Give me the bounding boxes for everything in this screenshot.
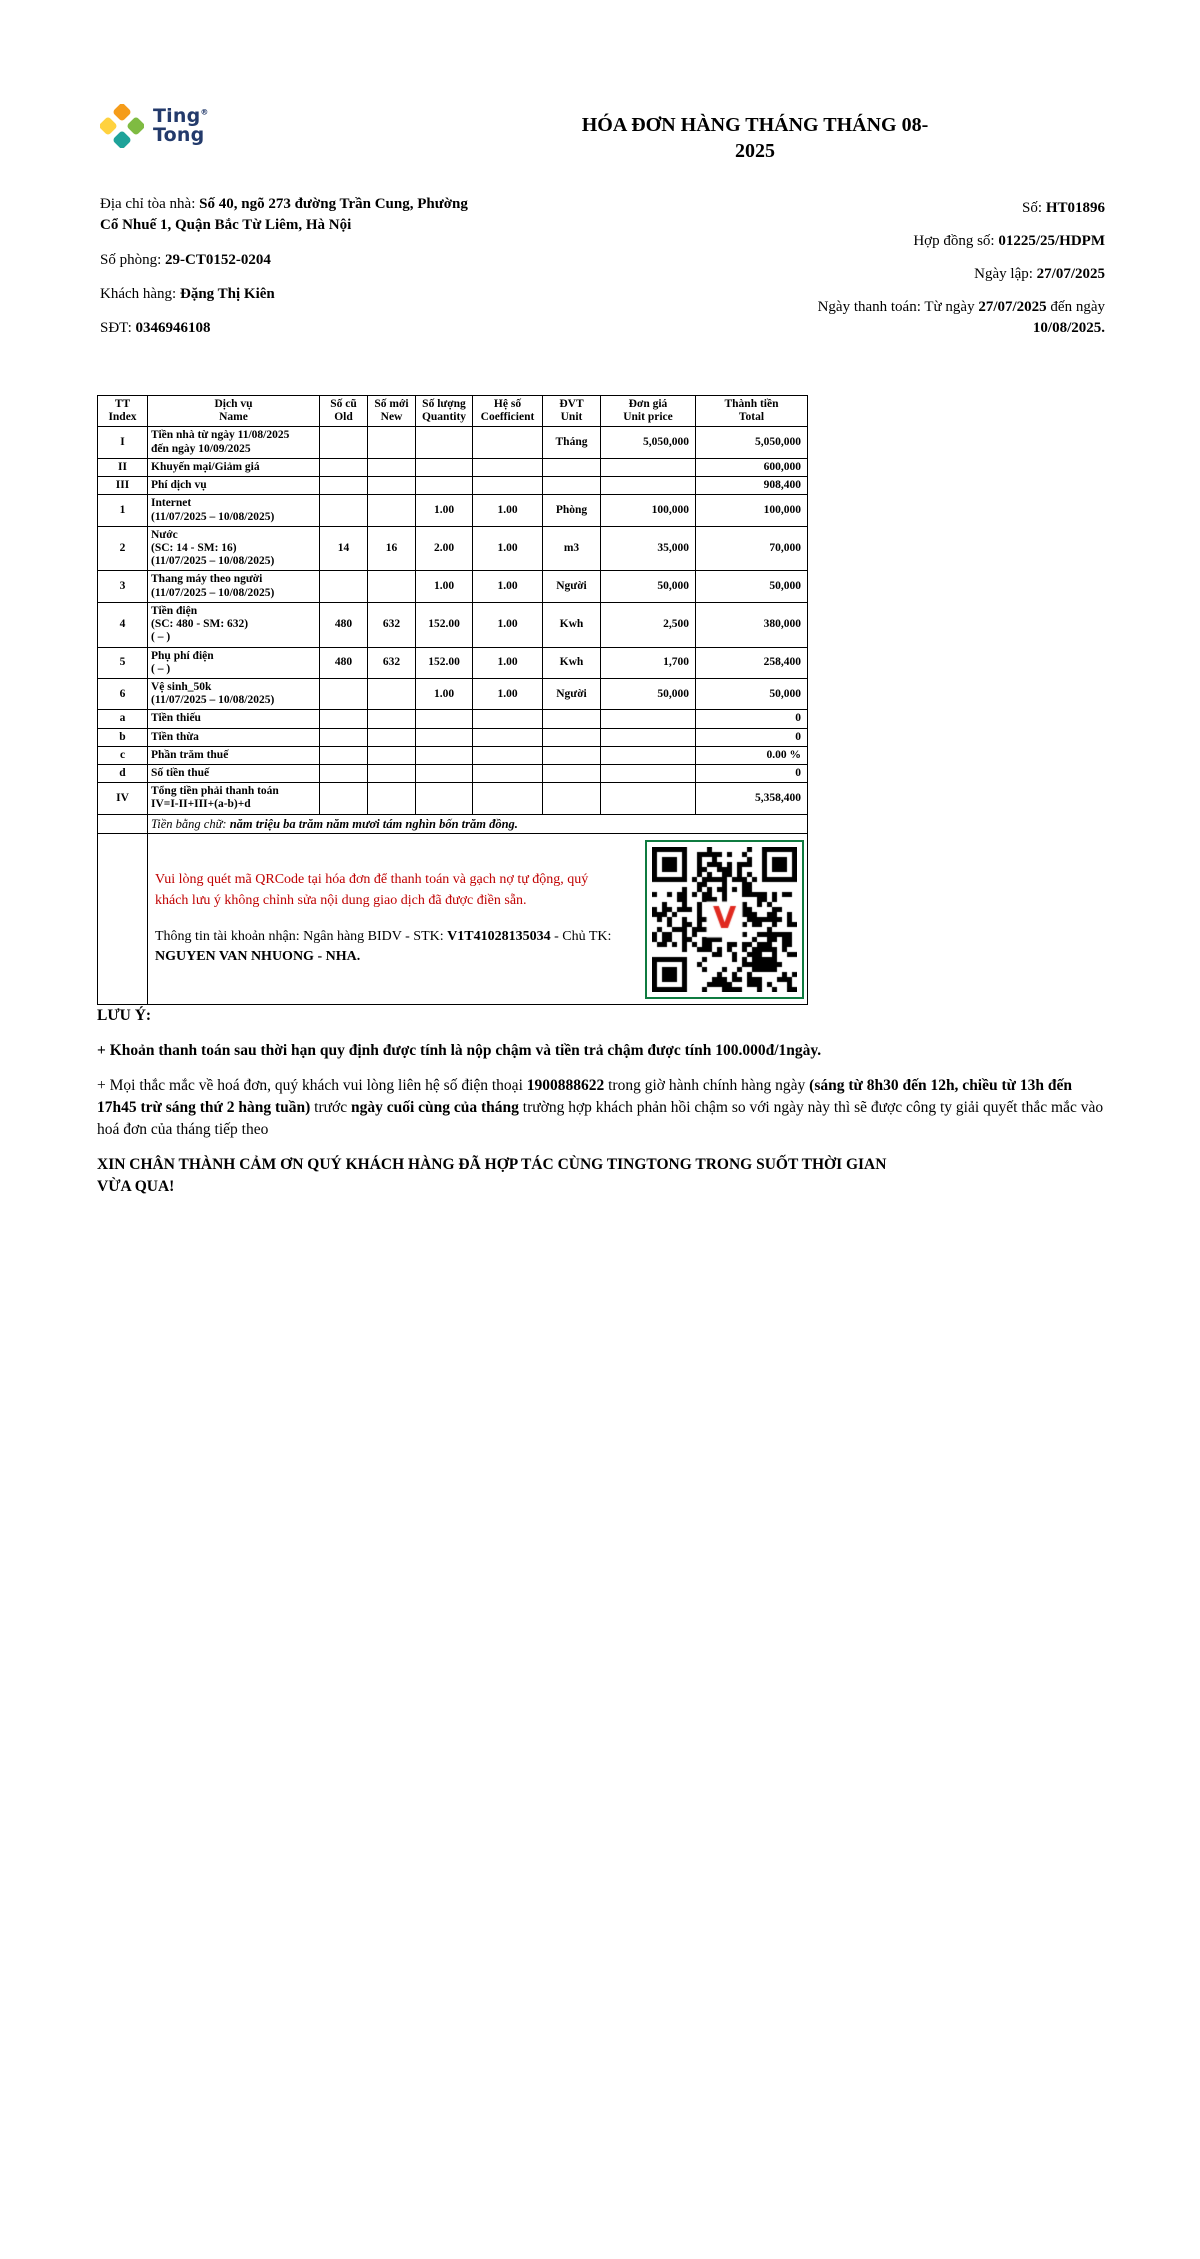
cell-unit_price: 5,050,000 [601,427,696,458]
cell-index: b [98,728,148,746]
table-row-b [98,728,808,746]
cell-old [320,427,368,458]
service-name: Tiền thừa [148,728,320,746]
service-name: Số tiền thuế [148,765,320,783]
cell-old [320,458,368,476]
cell-coefficient: 1.00 [473,495,543,526]
cell-unit: m3 [543,526,601,571]
service-name: Tổng tiền phải thanh toán IV=I-II+III+(a-b)+d [148,783,320,814]
cell-unit_price: 50,000 [601,678,696,709]
cell-total: 50,000 [696,571,808,602]
invoice-title: HÓA ĐƠN HÀNG THÁNG THÁNG 08- 2025 [581,114,929,162]
cell-old [320,477,368,495]
cell-coefficient: 1.00 [473,647,543,678]
table-row-II [98,458,808,476]
cell-unit_price [601,783,696,814]
cell-coefficient [473,458,543,476]
hotline-note: + Mọi thắc mắc về hoá đơn, quý khách vui lòng liên hệ số điện thoại 1900888622 trong giờ hành chính hàng ngày (sáng từ 8h30 đến 12h, chiều từ 13h đến 17h45 trừ sáng thứ 2 hàng tuần) trước ngày cuối cùng của tháng trường hợp khách phản hồi chậm so với ngày này thì sẽ được công ty giải quyết thắc mắc vào hoá đơn của tháng tiếp theo [97,1077,1104,1138]
cell-old [320,783,368,814]
cell-unit: Người [543,571,601,602]
cell-index: 3 [98,571,148,602]
footer-notes [97,1005,1109,1211]
table-row-6 [98,678,808,709]
cell-index: 4 [98,602,148,647]
cell-total: 100,000 [696,495,808,526]
cell-total: 258,400 [696,647,808,678]
customer-phone: SĐT: 0346946108 [100,320,211,337]
cell-quantity [416,746,473,764]
column-header-old: Số cũ Old [320,396,368,427]
table-row-a [98,710,808,728]
cell-quantity [416,765,473,783]
column-header-new: Số mới New [368,396,416,427]
cell-new [368,765,416,783]
cell-unit [543,765,601,783]
cell-coefficient [473,427,543,458]
issue-date: Ngày lập: 27/07/2025 [974,266,1105,282]
cell-total: 908,400 [696,477,808,495]
payment-period: Ngày thanh toán: Từ ngày 27/07/2025 đến ngày 10/08/2025. [817,299,1105,336]
cell-unit [543,783,601,814]
cell-new [368,728,416,746]
column-header-quantity: Số lượng Quantity [416,396,473,427]
table-row-I [98,427,808,458]
cell-index: d [98,765,148,783]
table-row-d [98,765,808,783]
cell-coefficient [473,477,543,495]
service-name: Thang máy theo người (11/07/2025 – 10/08/2025) [148,571,320,602]
cell-unit: Kwh [543,602,601,647]
table-row-4 [98,602,808,647]
cell-new [368,495,416,526]
cell-new: 16 [368,526,416,571]
cell-total: 0 [696,710,808,728]
cell-new [368,710,416,728]
cell-index: c [98,746,148,764]
table-row-1 [98,495,808,526]
cell-quantity [416,783,473,814]
cell-unit: Người [543,678,601,709]
late-payment-note: + Khoản thanh toán sau thời hạn quy định được tính là nộp chậm và tiền trả chậm được tính 100.000đ/1ngày. [97,1042,822,1059]
cell-old [320,746,368,764]
contract-number: Hợp đồng số: 01225/25/HDPM [913,233,1105,249]
column-header-coefficient: Hệ số Coefficient [473,396,543,427]
cell-coefficient [473,728,543,746]
table-row-3 [98,571,808,602]
cell-total: 5,050,000 [696,427,808,458]
invoice-table [97,395,808,1005]
service-name: Tiền điện (SC: 480 - SM: 632) ( – ) [148,602,320,647]
qr-warning-note: Vui lòng quét mã QRCode tại hóa đơn để thanh toán và gạch nợ tự động, quý khách lưu ý không chỉnh sửa nội dung giao dịch đã được điền sẵn. [155,872,589,908]
payment-qr-code [645,840,804,999]
qr-payment-row [98,834,808,1005]
cell-quantity: 152.00 [416,647,473,678]
cell-unit [543,477,601,495]
cell-new [368,427,416,458]
empty-cell [98,814,148,833]
service-name: Internet (11/07/2025 – 10/08/2025) [148,495,320,526]
cell-old [320,710,368,728]
cell-old [320,765,368,783]
qr-code-image [652,847,797,992]
notes-heading: LƯU Ý: [97,1007,152,1024]
qr-payment-content [151,836,804,1002]
cell-old: 480 [320,602,368,647]
cell-index: III [98,477,148,495]
cell-unit_price [601,458,696,476]
cell-new [368,477,416,495]
table-row-III [98,477,808,495]
cell-unit: Tháng [543,427,601,458]
cell-quantity [416,458,473,476]
cell-unit: Phòng [543,495,601,526]
registered-mark: ® [200,108,209,118]
empty-cell [98,834,148,1005]
cell-coefficient: 1.00 [473,678,543,709]
cell-quantity [416,427,473,458]
cell-old [320,495,368,526]
cell-unit [543,710,601,728]
cell-new [368,678,416,709]
cell-new: 632 [368,647,416,678]
customer-info-block [100,194,485,352]
cell-total: 5,358,400 [696,783,808,814]
cell-new [368,458,416,476]
cell-quantity: 2.00 [416,526,473,571]
cell-unit_price [601,728,696,746]
cell-unit: Kwh [543,647,601,678]
invoice-meta-block [635,198,1105,351]
brand-line-2: Tong [153,124,205,146]
cell-quantity: 1.00 [416,571,473,602]
cell-unit_price: 100,000 [601,495,696,526]
thank-you-message: XIN CHÂN THÀNH CẢM ƠN QUÝ KHÁCH HÀNG ĐÃ HỢP TÁC CÙNG TINGTONG TRONG SUỐT THỜI GIAN VỪA QUA! [97,1156,887,1195]
cell-unit [543,728,601,746]
cell-coefficient [473,783,543,814]
cell-quantity [416,710,473,728]
room-number: Số phòng: 29-CT0152-0204 [100,251,271,268]
cell-quantity [416,728,473,746]
payment-instructions [151,870,629,967]
cell-old [320,728,368,746]
cell-index: IV [98,783,148,814]
cell-coefficient: 1.00 [473,571,543,602]
cell-coefficient [473,710,543,728]
amount-in-words-row [98,814,808,833]
service-name: Phụ phí điện ( – ) [148,647,320,678]
brand-line-1: Ting [153,105,201,128]
cell-unit [543,458,601,476]
cell-unit_price: 2,500 [601,602,696,647]
cell-total: 70,000 [696,526,808,571]
cell-unit_price: 50,000 [601,571,696,602]
table-row-5 [98,647,808,678]
cell-index: 5 [98,647,148,678]
cell-index: I [98,427,148,458]
cell-new [368,571,416,602]
column-header-unit-price: Đơn giá Unit price [601,396,696,427]
cell-quantity: 1.00 [416,678,473,709]
cell-coefficient: 1.00 [473,602,543,647]
cell-total: 0 [696,765,808,783]
tingtong-wordmark [153,107,209,144]
service-name: Phí dịch vụ [148,477,320,495]
cell-index: 6 [98,678,148,709]
cell-old [320,571,368,602]
cell-index: a [98,710,148,728]
table-row-2 [98,526,808,571]
cell-old: 14 [320,526,368,571]
column-header-name: Dịch vụ Name [148,396,320,427]
invoice-number: Số: HT01896 [1022,200,1105,216]
tingtong-flower-icon [100,104,144,148]
table-row-c [98,746,808,764]
cell-coefficient [473,746,543,764]
cell-coefficient: 1.00 [473,526,543,571]
table-row-IV [98,783,808,814]
cell-index: 2 [98,526,148,571]
cell-total: 0.00 % [696,746,808,764]
cell-quantity: 1.00 [416,495,473,526]
cell-total: 0 [696,728,808,746]
cell-index: 1 [98,495,148,526]
bank-account-info: Thông tin tài khoản nhận: Ngân hàng BIDV - STK: V1T41028135034 - Chủ TK: NGUYEN VAN NHUONG - NHA. [155,929,612,965]
cell-unit_price [601,477,696,495]
cell-old: 480 [320,647,368,678]
cell-old [320,678,368,709]
cell-new: 632 [368,602,416,647]
service-name: Tiền nhà từ ngày 11/08/2025 đến ngày 10/09/2025 [148,427,320,458]
cell-unit_price: 1,700 [601,647,696,678]
building-address: Địa chỉ tòa nhà: Số 40, ngõ 273 đường Trần Cung, Phường Cổ Nhuế 1, Quận Bắc Từ Liêm, Hà Nội [100,196,468,234]
column-header-unit: ĐVT Unit [543,396,601,427]
cell-unit_price [601,765,696,783]
customer-name: Khách hàng: Đặng Thị Kiên [100,285,275,302]
service-name: Phần trăm thuế [148,746,320,764]
tingtong-logo [100,104,209,148]
cell-index: II [98,458,148,476]
cell-unit_price: 35,000 [601,526,696,571]
cell-total: 600,000 [696,458,808,476]
cell-total: 380,000 [696,602,808,647]
cell-total: 50,000 [696,678,808,709]
cell-unit [543,746,601,764]
column-header-total: Thành tiền Total [696,396,808,427]
cell-new [368,783,416,814]
service-name: Nước (SC: 14 - SM: 16) (11/07/2025 – 10/08/2025) [148,526,320,571]
cell-coefficient [473,765,543,783]
cell-unit_price [601,746,696,764]
amount-in-words: Tiền bằng chữ: năm triệu ba trăm năm mươi tám nghìn bốn trăm đồng. [148,814,808,833]
service-name: Khuyến mại/Giảm giá [148,458,320,476]
column-header-index: TT Index [98,396,148,427]
table-header-row [98,396,808,427]
cell-new [368,746,416,764]
cell-quantity [416,477,473,495]
cell-quantity: 152.00 [416,602,473,647]
service-name: Vệ sinh_50k (11/07/2025 – 10/08/2025) [148,678,320,709]
service-name: Tiền thiếu [148,710,320,728]
cell-unit_price [601,710,696,728]
